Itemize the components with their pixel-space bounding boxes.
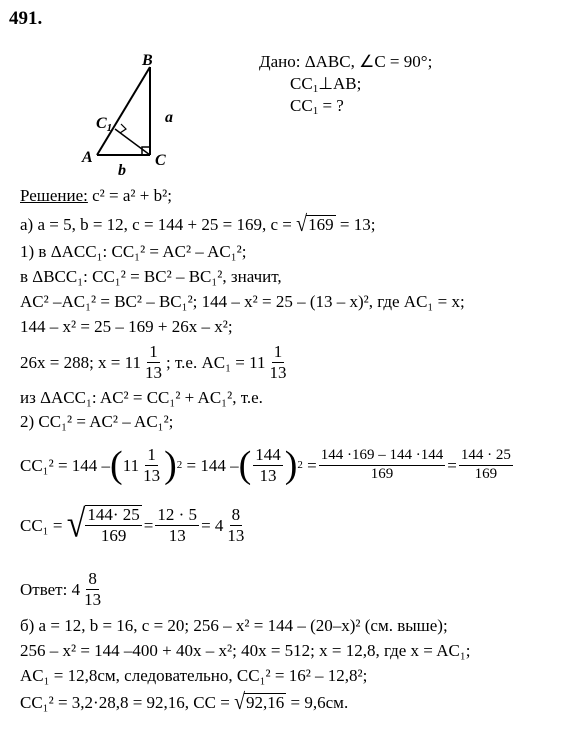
- part-b-line-3: AC₁ = 12,8см, следовательно, CC₁² = 16² – 12,8²;: [20, 666, 368, 685]
- given-title: Дано: ΔABC, ∠C = 90°;: [259, 52, 433, 71]
- side-b-label: b: [118, 162, 126, 179]
- part-b-line-2: 256 – x² = 144 –400 + 40x – x²; 40x = 512; x = 12,8, где x = AC₁;: [20, 641, 471, 660]
- solution-line-5: 26x = 288; x = 11 $\frac{1}{13}$ ; т.е. AC₁ = 11 $\frac{1}{13}$: [20, 342, 287, 382]
- part-b-line-1: б) a = 12, b = 16, c = 20; 256 – x² = 144 – (20–x)² (см. выше);: [20, 616, 448, 635]
- solution-line-3: AC² –AC₁² = BC² – BC₁²; 144 – x² = 25 – (13 – x)², где AC₁ = x;: [20, 292, 465, 311]
- side-a-label: a: [165, 109, 173, 126]
- answer-line: Ответ: 4 $\frac{8}{13}$: [20, 569, 102, 609]
- given-line3: $CC_1$ = ?: [290, 96, 344, 117]
- solution-line-6: из ΔACC₁: AC² = CC₁² + AC₁², т.е.: [20, 388, 263, 407]
- part-b-line-4: CC₁² = 3,2·28,8 = 92,16, CC = √92,16 = 9,6см.: [20, 689, 349, 715]
- problem-number: 491.: [9, 8, 43, 29]
- part-a-line: а) a = 5, b = 12, c = 144 + 25 = 169, c = √169 = 13;: [20, 211, 376, 237]
- solution-line-9: CC₁ = √ $\frac{144\cdot 25}{169}$ = $\frac{12 \cdot 5}{13}$ = 4 $\frac{8}{13}$: [20, 503, 245, 546]
- solution-line-4: 144 – x² = 25 – 169 + 26x – x²;: [20, 317, 233, 336]
- given-line2: $CC_1\perp AB$;: [290, 74, 362, 95]
- solution-line-8: CC₁² = 144 – ( 11 $\frac{1}{13}$ ) 2 = 144 – ( $\frac{144}{13}$ ) 2 = $\frac{144 \cdot 169 - 144 \cdot 144}{169}$ = $\frac{144 \cdot 25}{169}$: [20, 444, 511, 486]
- vertex-c1-label: $C_1$: [96, 115, 113, 134]
- solution-line-2: в ΔBCC₁: CC₁² = BC² – BC₁², значит,: [20, 267, 282, 286]
- solution-header: Решение: c² = a² + b²;: [20, 186, 172, 205]
- solution-line-1: 1) в ΔACC₁: CC₁² = AC² – AC₁²;: [20, 242, 247, 261]
- solution-line-7: 2) CC₁² = AC² – AC₁²;: [20, 412, 174, 431]
- vertex-a-label: A: [82, 149, 93, 166]
- vertex-c-label: C: [155, 152, 166, 169]
- vertex-b-label: B: [142, 52, 153, 69]
